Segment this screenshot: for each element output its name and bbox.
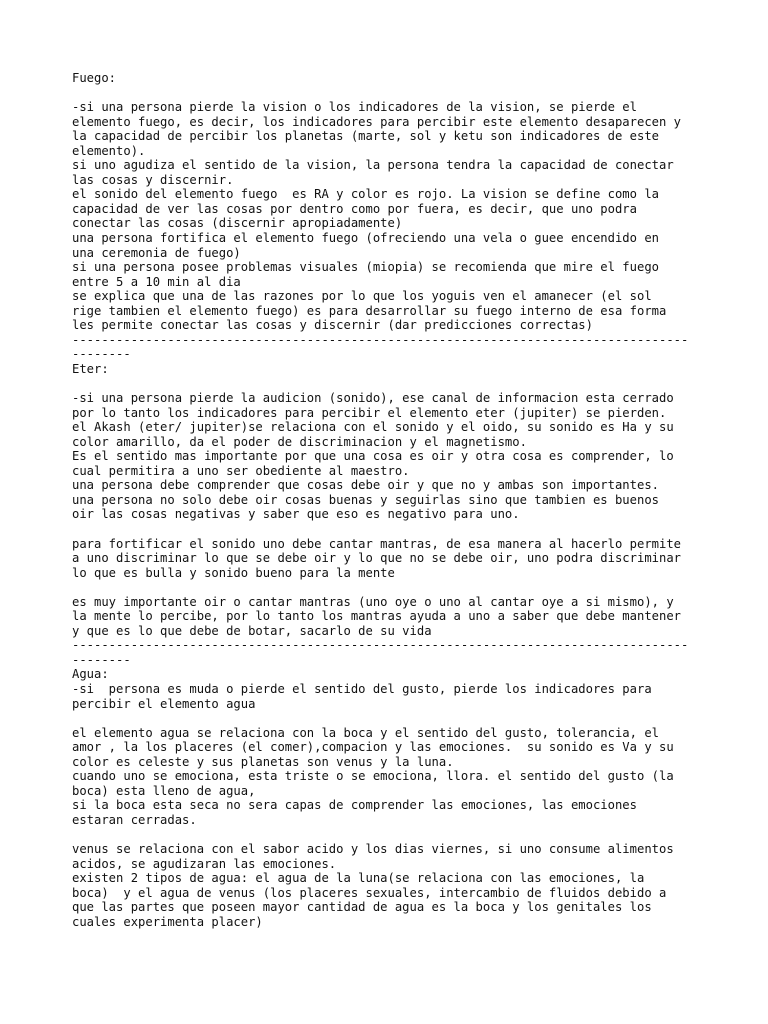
text-line: para fortificar el sonido uno debe cantar mantras, de esa manera al hacerlo permite xyxy=(72,536,682,551)
text-line: y que es lo que debe de botar, sacarlo de su vida xyxy=(72,623,432,638)
section-heading: Eter: xyxy=(72,361,109,376)
text-line: -si una persona pierde la audicion (sonido), ese canal de informacion esta cerrado xyxy=(72,391,674,406)
text-line: color es celeste y sus planetas son venus y la luna. xyxy=(72,754,454,769)
text-line: -si una persona pierde la vision o los indicadores de la vision, se pierde el xyxy=(72,100,637,115)
text-line: capacidad de ver las cosas por dentro como por fuera, es decir, que uno podra xyxy=(72,201,637,216)
text-line: estaran cerradas. xyxy=(72,812,197,827)
blank-line xyxy=(72,827,712,842)
blank-line xyxy=(72,522,712,537)
text-line: acidos, se agudizaran las emociones. xyxy=(72,856,337,871)
text-line: a uno discriminar lo que se debe oir y lo que no se debe oir, uno podra discriminar xyxy=(72,551,682,566)
text-line: cual permitira a uno ser obediente al maestro. xyxy=(72,463,410,478)
text-line: el elemento agua se relaciona con la boca y el sentido del gusto, tolerancia, el xyxy=(72,725,659,740)
text-line: boca) y el agua de venus (los placeres sexuales, intercambio de fluidos debido a xyxy=(72,885,667,900)
section-heading: Agua: xyxy=(72,667,109,682)
text-line: si la boca esta seca no sera capas de comprender las emociones, las emociones xyxy=(72,798,637,813)
text-line: por lo tanto los indicadores para percibir el elemento eter (jupiter) se pierden. xyxy=(72,405,667,420)
blank-line xyxy=(72,580,712,595)
text-line: elemento). xyxy=(72,143,146,158)
section-divider: -------- xyxy=(72,347,131,362)
text-line: venus se relaciona con el sabor acido y los dias viernes, si uno consume alimentos xyxy=(72,841,674,856)
section-divider: ------------------------------------------------------------------------------------ xyxy=(72,638,689,653)
text-line: conectar las cosas (discernir apropiadamente) xyxy=(72,216,403,231)
section-divider: -------- xyxy=(72,652,131,667)
text-line: el sonido del elemento fuego es RA y color es rojo. La vision se define como la xyxy=(72,187,659,202)
text-line: Es el sentido mas importante por que una cosa es oir y otra cosa es comprender, lo xyxy=(72,449,674,464)
text-line: percibir el elemento agua xyxy=(72,696,256,711)
text-line: las cosas y discernir. xyxy=(72,172,234,187)
text-line: una persona debe comprender que cosas debe oir y que no y ambas son importantes. xyxy=(72,478,659,493)
text-line: la mente lo percibe, por lo tanto los mantras ayuda a uno a saber que debe mantener xyxy=(72,609,682,624)
text-line: si uno agudiza el sentido de la vision, la persona tendra la capacidad de conectar xyxy=(72,158,674,173)
text-line: entre 5 a 10 min al dia xyxy=(72,274,241,289)
text-line: cuando uno se emociona, esta triste o se emociona, llora. el sentido del gusto (la xyxy=(72,769,674,784)
section-heading: Fuego: xyxy=(72,71,117,85)
text-line: una persona no solo debe oir cosas buenas y seguirlas sino que tambien es buenos xyxy=(72,492,659,507)
text-line: el Akash (eter/ jupiter)se relaciona con el sonido y el oido, su sonido es Ha y su xyxy=(72,420,674,435)
text-line: existen 2 tipos de agua: el agua de la luna(se relaciona con las emociones, la xyxy=(72,871,645,886)
text-line: lo que es bulla y sonido bueno para la mente xyxy=(72,565,395,580)
text-line: les permite conectar las cosas y discernir (dar predicciones correctas) xyxy=(72,318,593,333)
text-line: se explica que una de las razones por lo que los yoguis ven el amanecer (el sol xyxy=(72,289,652,304)
text-line: cuales experimenta placer) xyxy=(72,914,263,929)
text-line: elemento fuego, es decir, los indicadores para percibir este elemento desaparecen y xyxy=(72,114,682,129)
text-line: si una persona posee problemas visuales (miopia) se recomienda que mire el fuego xyxy=(72,260,659,275)
text-line: una ceremonia de fuego) xyxy=(72,245,241,260)
text-line: oir las cosas negativas y saber que eso es negativo para uno. xyxy=(72,507,520,522)
text-line: color amarillo, da el poder de discriminacion y el magnetismo. xyxy=(72,434,527,449)
text-line: -si persona es muda o pierde el sentido del gusto, pierde los indicadores para xyxy=(72,681,652,696)
text-line: la capacidad de percibir los planetas (marte, sol y ketu son indicadores de este xyxy=(72,129,659,144)
text-line: es muy importante oir o cantar mantras (uno oye o uno al cantar oye a si mismo), y xyxy=(72,594,674,609)
blank-line xyxy=(72,376,712,391)
text-line: boca) esta lleno de agua, xyxy=(72,783,256,798)
blank-line xyxy=(72,711,712,726)
text-line: amor , la los placeres (el comer),compacion y las emociones. su sonido es Va y su xyxy=(72,740,674,755)
text-line: que las partes que poseen mayor cantidad de agua es la boca y los genitales los xyxy=(72,900,652,915)
text-line: rige tambien el elemento fuego) es para desarrollar su fuego interno de esa forma xyxy=(72,303,667,318)
blank-line xyxy=(72,86,712,101)
document-page xyxy=(72,71,712,929)
text-line: una persona fortifica el elemento fuego (ofreciendo una vela o guee encendido en xyxy=(72,231,659,246)
section-divider: ------------------------------------------------------------------------------------ xyxy=(72,332,689,347)
